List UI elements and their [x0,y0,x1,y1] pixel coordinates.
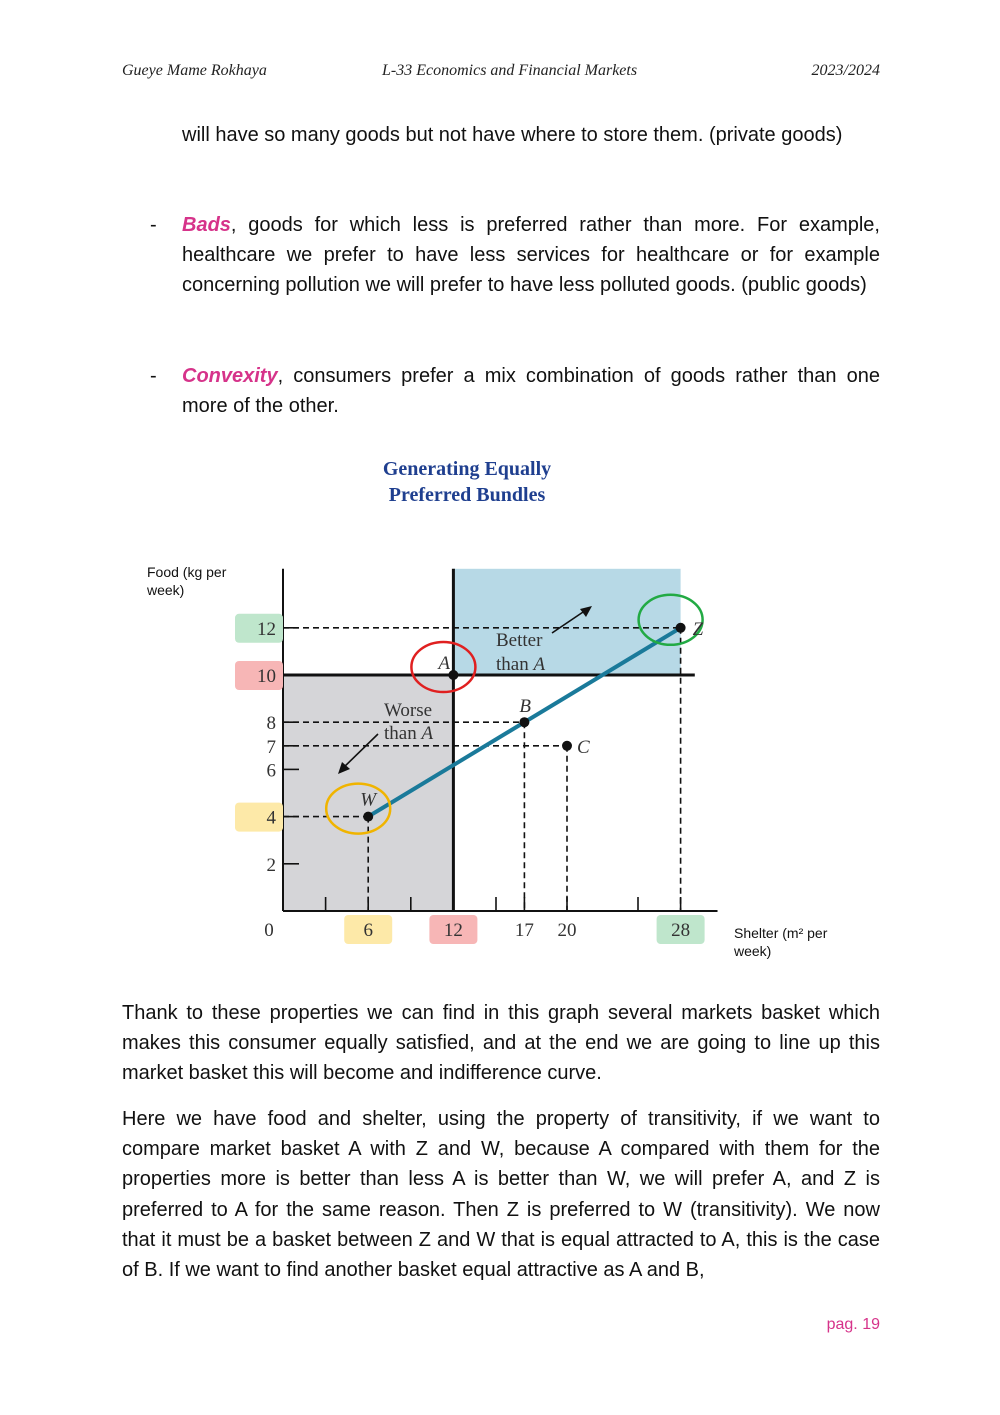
point-label-b: B [519,696,532,718]
point-label-a: A [438,653,451,674]
chart-title-line2: Preferred Bundles [388,484,546,506]
page-header [122,62,880,82]
preference-chart [140,452,860,972]
better-label-var: A [533,654,546,675]
y-tick-label: 10 [257,666,276,687]
header-course: L-33 Economics and Financial Markets [382,62,638,79]
x-axis-label-line1: Shelter (m² per [734,925,828,941]
point-label-w: W [360,789,377,811]
y-axis-label-line1: Food (kg per [147,564,227,580]
origin-label: 0 [264,920,274,941]
bullet-bads-text: , goods for which less is preferred rather than more. For example, healthcare we prefer to have less services for healthcare or for example concerning pollution we will prefer to have less polluted goods. (public goods) [182,214,880,297]
chart-title-line1: Generating Equally [382,458,552,480]
x-tick-label: 6 [363,920,373,941]
bullet-convexity [182,361,880,421]
y-tick-label: 2 [266,854,276,876]
bullet-marker: - [150,365,157,387]
term-convexity: Convexity [182,365,278,387]
worse-label-line2: than A [384,723,434,744]
x-tick-label: 28 [671,920,691,941]
better-label-line1: Better [496,630,543,651]
worse-label-line1: Worse [384,700,433,721]
worse-label-var: A [421,723,434,744]
paragraph-properties: Thank to these properties we can find in this graph several markets basket which makes this consumer equally satisfied, and at the end we are going to line up this market basket this will become and indifference curve. [122,1002,880,1085]
y-tick-label: 8 [266,713,276,735]
y-tick-label: 12 [257,618,276,640]
header-author: Gueye Mame Rokhaya [122,62,267,79]
point-label-c: C [577,736,590,758]
point-c [562,741,572,751]
paragraph-transitivity: Here we have food and shelter, using the property of transitivity, if we want to compare market basket A with Z and W, because A compared with them for the properties more is better than less A is better than W, we will prefer A, and Z is preferred to A for the same reason. Then Z is preferred to W (transitivity). We now that it must be a basket between Z and W that is equal attracted to A, this is the case of B. If we want to find another basket equal attractive as A and B, [122,1108,880,1282]
y-tick-label: 4 [266,807,276,829]
y-tick-label: 6 [266,760,276,782]
point-label-z: Z [692,618,704,640]
better-label-line2: than A [496,654,546,675]
bullet-bads [182,210,880,301]
page-number: pag. 19 [826,1316,880,1333]
point-b [519,717,529,727]
y-axis-label-line2: week) [147,582,185,598]
x-tick-label: 17 [514,920,534,941]
point-z [676,623,686,633]
y-tick-label: 7 [266,736,276,758]
x-tick-label: 20 [557,920,577,941]
bullet-marker: - [150,214,157,236]
bullet-convexity-text: , consumers prefer a mix combination of goods rather than one more of the other. [182,365,880,418]
x-tick-label: 12 [443,920,463,941]
point-w [363,812,373,822]
term-bads: Bads [182,214,231,236]
intro-continuation: will have so many goods but not have where to store them. (private goods) [182,124,843,146]
header-year: 2023/2024 [811,62,880,79]
x-axis-label-line2: week) [734,943,772,959]
